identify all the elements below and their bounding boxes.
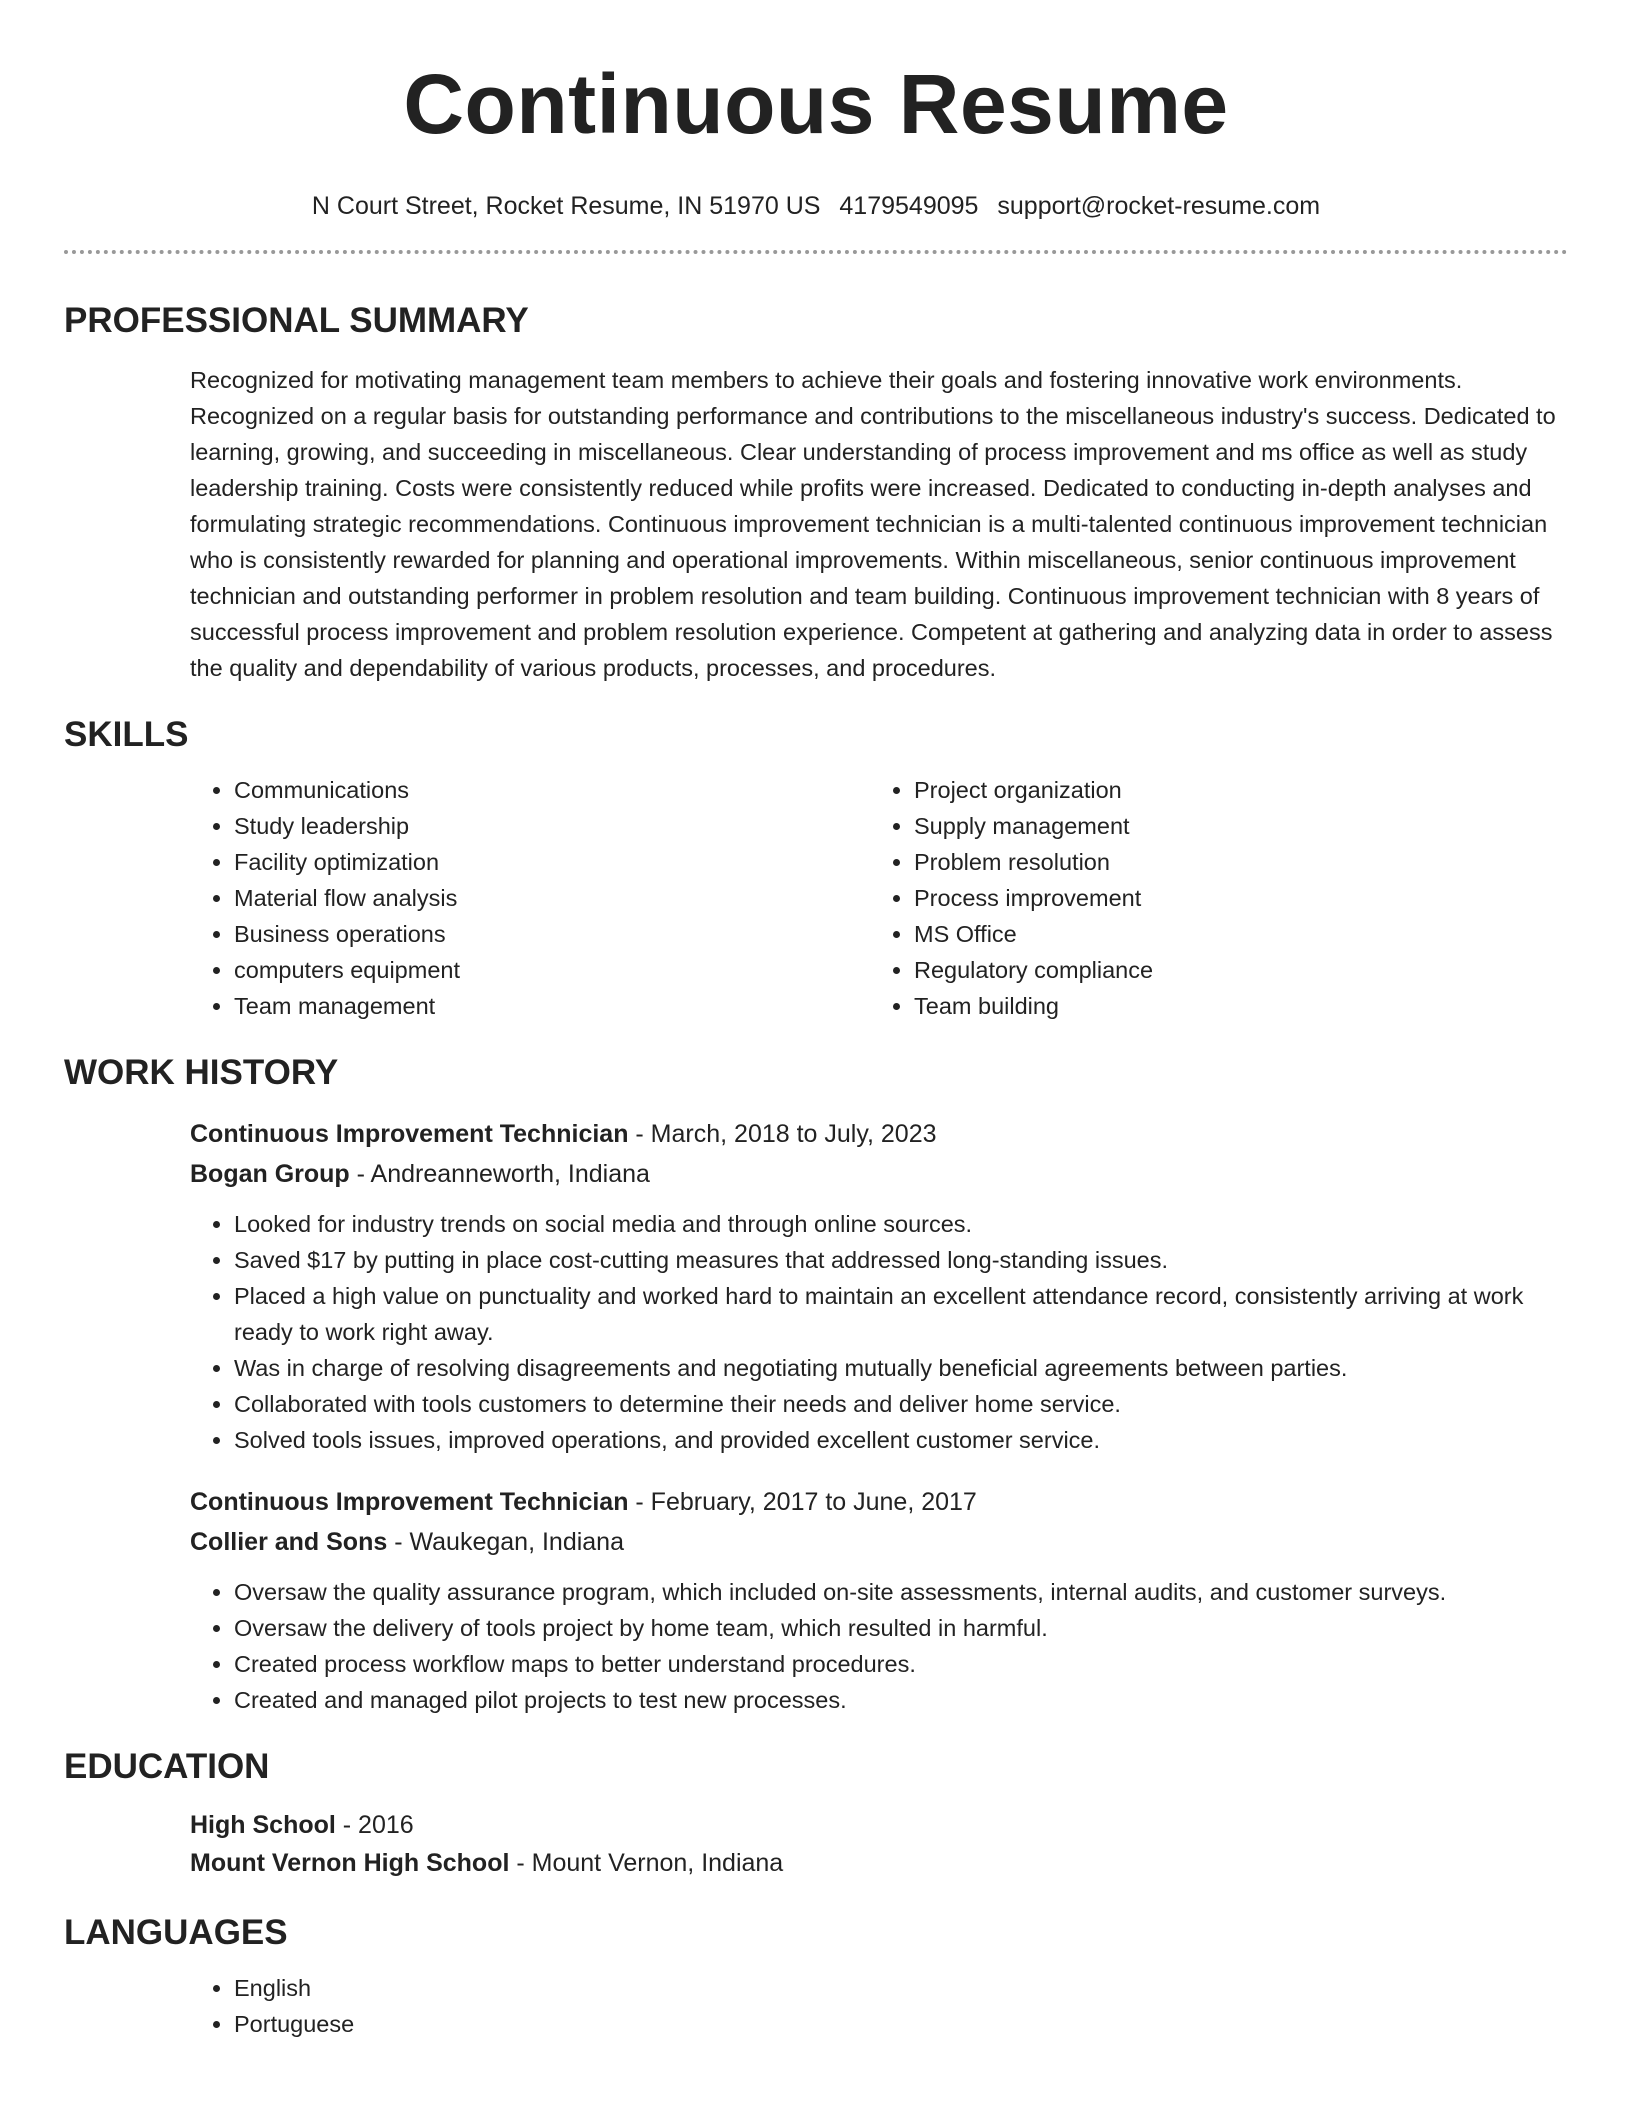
skills-list — [190, 772, 1568, 1024]
languages-list — [64, 1970, 1568, 2042]
languages-items — [190, 1970, 1568, 2042]
skill-item: • computers equipment — [234, 952, 870, 988]
job-bullet: • Looked for industry trends on social media and through online sources. — [234, 1206, 1568, 1242]
job-title: Continuous Improvement Technician — [190, 1488, 629, 1516]
job-location: - Andreanneworth, Indiana — [349, 1160, 650, 1188]
header-divider — [64, 250, 1568, 254]
education-year: - 2016 — [335, 1811, 414, 1839]
skill-item: • MS Office — [914, 916, 1153, 952]
skill-item: • Communications — [234, 772, 870, 808]
job-location: - Waukegan, Indiana — [387, 1528, 624, 1556]
education-degree: High School — [190, 1811, 336, 1839]
section-title-skills: SKILLS — [64, 715, 189, 754]
job-company: Collier and Sons — [190, 1528, 388, 1556]
job-bullet: • Was in charge of resolving disagreements and negotiating mutually beneficial agreements between parties. — [234, 1350, 1568, 1386]
summary-text: Recognized for motivating management team members to achieve their goals and fostering innovative work environments. Recognized on a regular basis for outstanding performance and contributions to the miscellaneous industry's success. Dedicated to learning, growing, and succeeding in miscellaneous. Clear understanding of process improvement and ms office as well as study leadership training. Costs were consistently reduced while profits were increased. Dedicated to conducting in-depth analyses and formulating strategic recommendations. Continuous improvement technician is a multi-talented continuous improvement technician who is consistently rewarded for planning and operational improvements. Within miscellaneous, senior continuous improvement technician and outstanding performer in problem resolution and team building. Continuous improvement technician with 8 years of successful process improvement and problem resolution experience. Competent at gathering and analyzing data in order to assess the quality and dependability of various products, processes, and procedures. — [190, 367, 1556, 681]
skill-item: • Facility optimization — [234, 844, 870, 880]
job-bullets — [190, 1206, 1568, 1458]
skill-item: • Team management — [234, 988, 870, 1024]
job-bullet: • Placed a high value on punctuality and worked hard to maintain an excellent attendance record, consistently arriving at work ready to work right away. — [234, 1278, 1568, 1350]
section-title-work-history: WORK HISTORY — [64, 1053, 339, 1092]
section-title-education: EDUCATION — [64, 1747, 270, 1786]
job-title-line — [190, 1114, 1568, 1154]
section-title-languages: LANGUAGES — [64, 1913, 288, 1952]
job-title-line — [190, 1482, 1568, 1522]
contact-email: support@rocket-resume.com — [997, 192, 1321, 220]
contact-phone: 4179549095 — [839, 192, 979, 220]
job-dates: - February, 2017 to June, 2017 — [628, 1488, 977, 1516]
skill-item: • Supply management — [914, 808, 1153, 844]
job-bullet: • Created and managed pilot projects to test new processes. — [234, 1682, 1568, 1718]
resume-name: Continuous Resume — [403, 57, 1229, 151]
skill-item: • Project organization — [914, 772, 1153, 808]
skill-item: • Business operations — [234, 916, 870, 952]
job-dates: - March, 2018 to July, 2023 — [628, 1120, 937, 1148]
skill-item: • Regulatory compliance — [914, 952, 1153, 988]
job-company-line — [190, 1522, 1568, 1562]
contact-address: N Court Street, Rocket Resume, IN 51970 US — [311, 192, 821, 220]
job-bullet: • Oversaw the quality assurance program, which included on-site assessments, internal audits, and customer surveys. — [234, 1574, 1568, 1610]
job-bullet: • Created process workflow maps to better understand procedures. — [234, 1646, 1568, 1682]
education-degree-line — [190, 1806, 1568, 1844]
job-company-line — [190, 1154, 1568, 1194]
education-location: - Mount Vernon, Indiana — [509, 1849, 784, 1877]
job-bullet: • Solved tools issues, improved operations, and provided excellent customer service. — [234, 1422, 1568, 1458]
skill-item: • Study leadership — [234, 808, 870, 844]
skill-item: • Material flow analysis — [234, 880, 870, 916]
job-title: Continuous Improvement Technician — [190, 1120, 629, 1148]
skill-item: • Team building — [914, 988, 1153, 1024]
job-company: Bogan Group — [190, 1160, 350, 1188]
education-school: Mount Vernon High School — [190, 1849, 510, 1877]
language-item: • Portuguese — [234, 2006, 1568, 2042]
contact-line — [64, 190, 1568, 222]
section-title-summary: PROFESSIONAL SUMMARY — [64, 301, 529, 340]
job-bullets — [190, 1574, 1568, 1718]
education-entry — [190, 1806, 1568, 1882]
skill-item: • Problem resolution — [914, 844, 1153, 880]
job-bullet: • Saved $17 by putting in place cost-cutting measures that addressed long-standing issues. — [234, 1242, 1568, 1278]
job-entry — [190, 1482, 1568, 1718]
language-item: • English — [234, 1970, 1568, 2006]
skills-column-2 — [870, 772, 1153, 1024]
education-school-line — [190, 1844, 1568, 1882]
job-bullet: • Oversaw the delivery of tools project by home team, which resulted in harmful. — [234, 1610, 1568, 1646]
job-entry — [190, 1114, 1568, 1458]
skills-column-1 — [190, 772, 870, 1024]
skill-item: • Process improvement — [914, 880, 1153, 916]
job-bullet: • Collaborated with tools customers to determine their needs and deliver home service. — [234, 1386, 1568, 1422]
